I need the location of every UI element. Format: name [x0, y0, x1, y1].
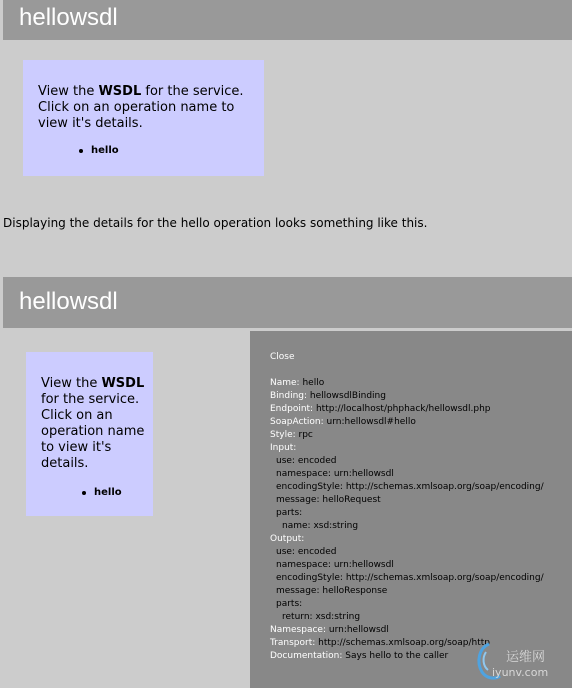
bullet-icon: [82, 491, 86, 495]
detail-output-part: return: xsd:string: [282, 612, 361, 622]
detail-input-part: name: xsd:string: [282, 521, 359, 531]
panel-instruction-example: Click on an operation name to view it's details.: [41, 408, 145, 471]
detail-documentation: Documentation: Says hello to the caller: [270, 651, 449, 661]
caption-text: Displaying the details for the hello operation looks something like this.: [3, 216, 428, 230]
operation-list: [38, 145, 250, 156]
detail-input-message: message: helloRequest: [276, 495, 381, 505]
operations-panel: [23, 60, 264, 176]
bullet-icon: [79, 149, 83, 153]
detail-endpoint: Endpoint: http://localhost/phphack/hellowsdl.php: [270, 404, 491, 414]
wsdl-link[interactable]: WSDL: [98, 84, 142, 99]
operation-list-example: [41, 487, 147, 498]
detail-input-heading: Input:: [270, 443, 297, 453]
detail-output-use: use: encoded: [276, 547, 337, 557]
detail-input-use: use: encoded: [276, 456, 337, 466]
watermark-logo: [470, 638, 570, 686]
operation-link-hello[interactable]: hello: [91, 145, 119, 156]
detail-input-namespace: namespace: urn:hellowsdl: [276, 469, 394, 479]
header-bar: [3, 0, 572, 40]
page-title: hellowsdl: [19, 4, 118, 31]
panel-intro: View the WSDL for the service. Click on an operation name to view it's details.: [38, 84, 244, 131]
detail-output-parts: parts:: [276, 599, 303, 609]
detail-output-encoding: encodingStyle: http://schemas.xmlsoap.org/soap/encoding/: [276, 573, 544, 583]
detail-soapaction: SoapAction: urn:hellowsdl#hello: [270, 417, 416, 427]
watermark-url: iyunv.com: [492, 666, 549, 679]
wsdl-link-example[interactable]: WSDL: [101, 376, 145, 391]
detail-namespace: Namespace: urn:hellowsdl: [270, 625, 389, 635]
detail-name: Name: hello: [270, 378, 325, 388]
detail-output-heading: Output:: [270, 534, 305, 544]
detail-binding: Binding: hellowsdlBinding: [270, 391, 386, 401]
panel-intro-example: View the WSDL for the service. Click on an operation name to view it's details.: [41, 376, 145, 471]
page-title-example: hellowsdl: [19, 288, 118, 315]
detail-output-namespace: namespace: urn:hellowsdl: [276, 560, 394, 570]
operation-item[interactable]: [82, 487, 147, 498]
header-bar-example: [3, 277, 572, 328]
detail-input-parts: parts:: [276, 508, 303, 518]
operation-item[interactable]: [79, 145, 250, 156]
close-link[interactable]: Close: [270, 352, 295, 362]
operations-panel-example: [26, 352, 153, 516]
detail-output-message: message: helloResponse: [276, 586, 388, 596]
operation-details-panel: [250, 331, 572, 688]
detail-transport: Transport: http://schemas.xmlsoap.org/soap/http: [270, 638, 491, 648]
operation-link-hello-example[interactable]: hello: [94, 487, 122, 498]
detail-input-encoding: encodingStyle: http://schemas.xmlsoap.org/soap/encoding/: [276, 482, 544, 492]
detail-style: Style: rpc: [270, 430, 313, 440]
panel-instruction: Click on an operation name to view it's details.: [38, 100, 235, 131]
watermark-text: 运维网: [506, 650, 546, 665]
